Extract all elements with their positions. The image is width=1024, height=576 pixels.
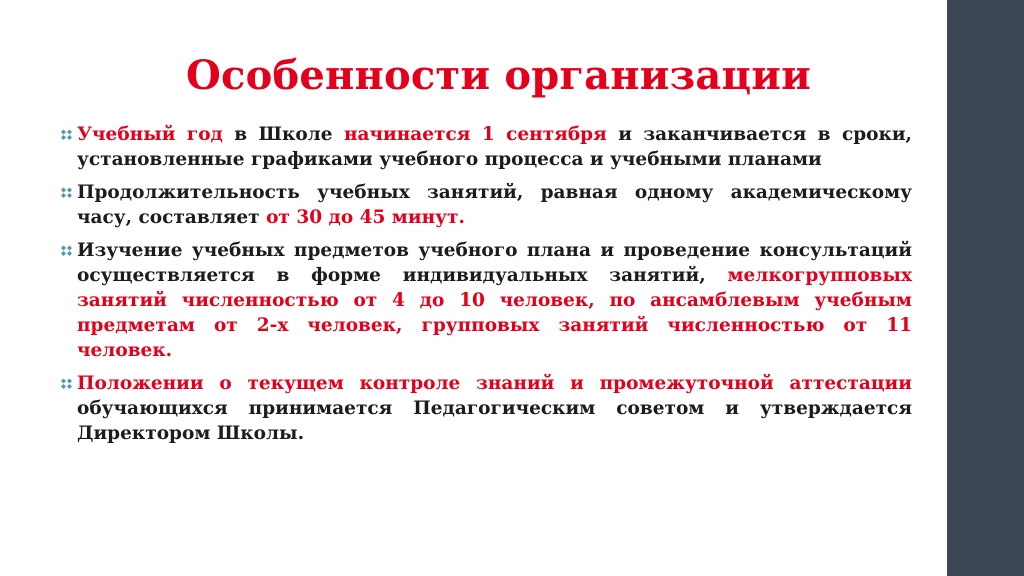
bullet-text: обучающихся принимается Педагогическим советом и утверждается Директором Школы. [77, 398, 912, 444]
bullet-text-red: начинается 1 сентября [343, 124, 607, 145]
diamond-bullet-icon [60, 377, 73, 390]
bullet-text: в Школе [222, 124, 344, 145]
sidebar-accent-bar [947, 0, 1024, 576]
diamond-bullet-icon [60, 128, 73, 141]
bullet-text: и заканчивается в сроки, установленные графиками учебного процесса и учебными планами [77, 124, 912, 170]
diamond-bullet-icon [60, 244, 73, 257]
bullet-list [60, 122, 912, 454]
bullet-text-red: от 30 до 45 минут. [266, 207, 465, 228]
bullet-text-red: Учебный год [77, 124, 223, 145]
bullet-text-red: Положении о текущем контроле знаний и промежуточной аттестации [77, 373, 912, 394]
bullet-text-red: мелкогрупповых занятий численностью от 4 до 10 человек, по ансамблевым учебным предметам от 2-х человек, групповых занятий численностью от 11 человек. [77, 265, 912, 361]
bullet-item [60, 122, 912, 172]
slide-title: Особенности организации [186, 52, 811, 99]
bullet-item [60, 238, 912, 363]
bullet-item [60, 371, 912, 446]
bullet-item [60, 180, 912, 230]
bullet-text: Продолжительность учебных занятий, равная одному академическому часу, составляет [77, 182, 912, 228]
bullet-text: Изучение учебных предметов учебного плана и проведение консультаций осуществляется в форме индивидуальных занятий, [77, 240, 912, 286]
diamond-bullet-icon [60, 186, 73, 199]
